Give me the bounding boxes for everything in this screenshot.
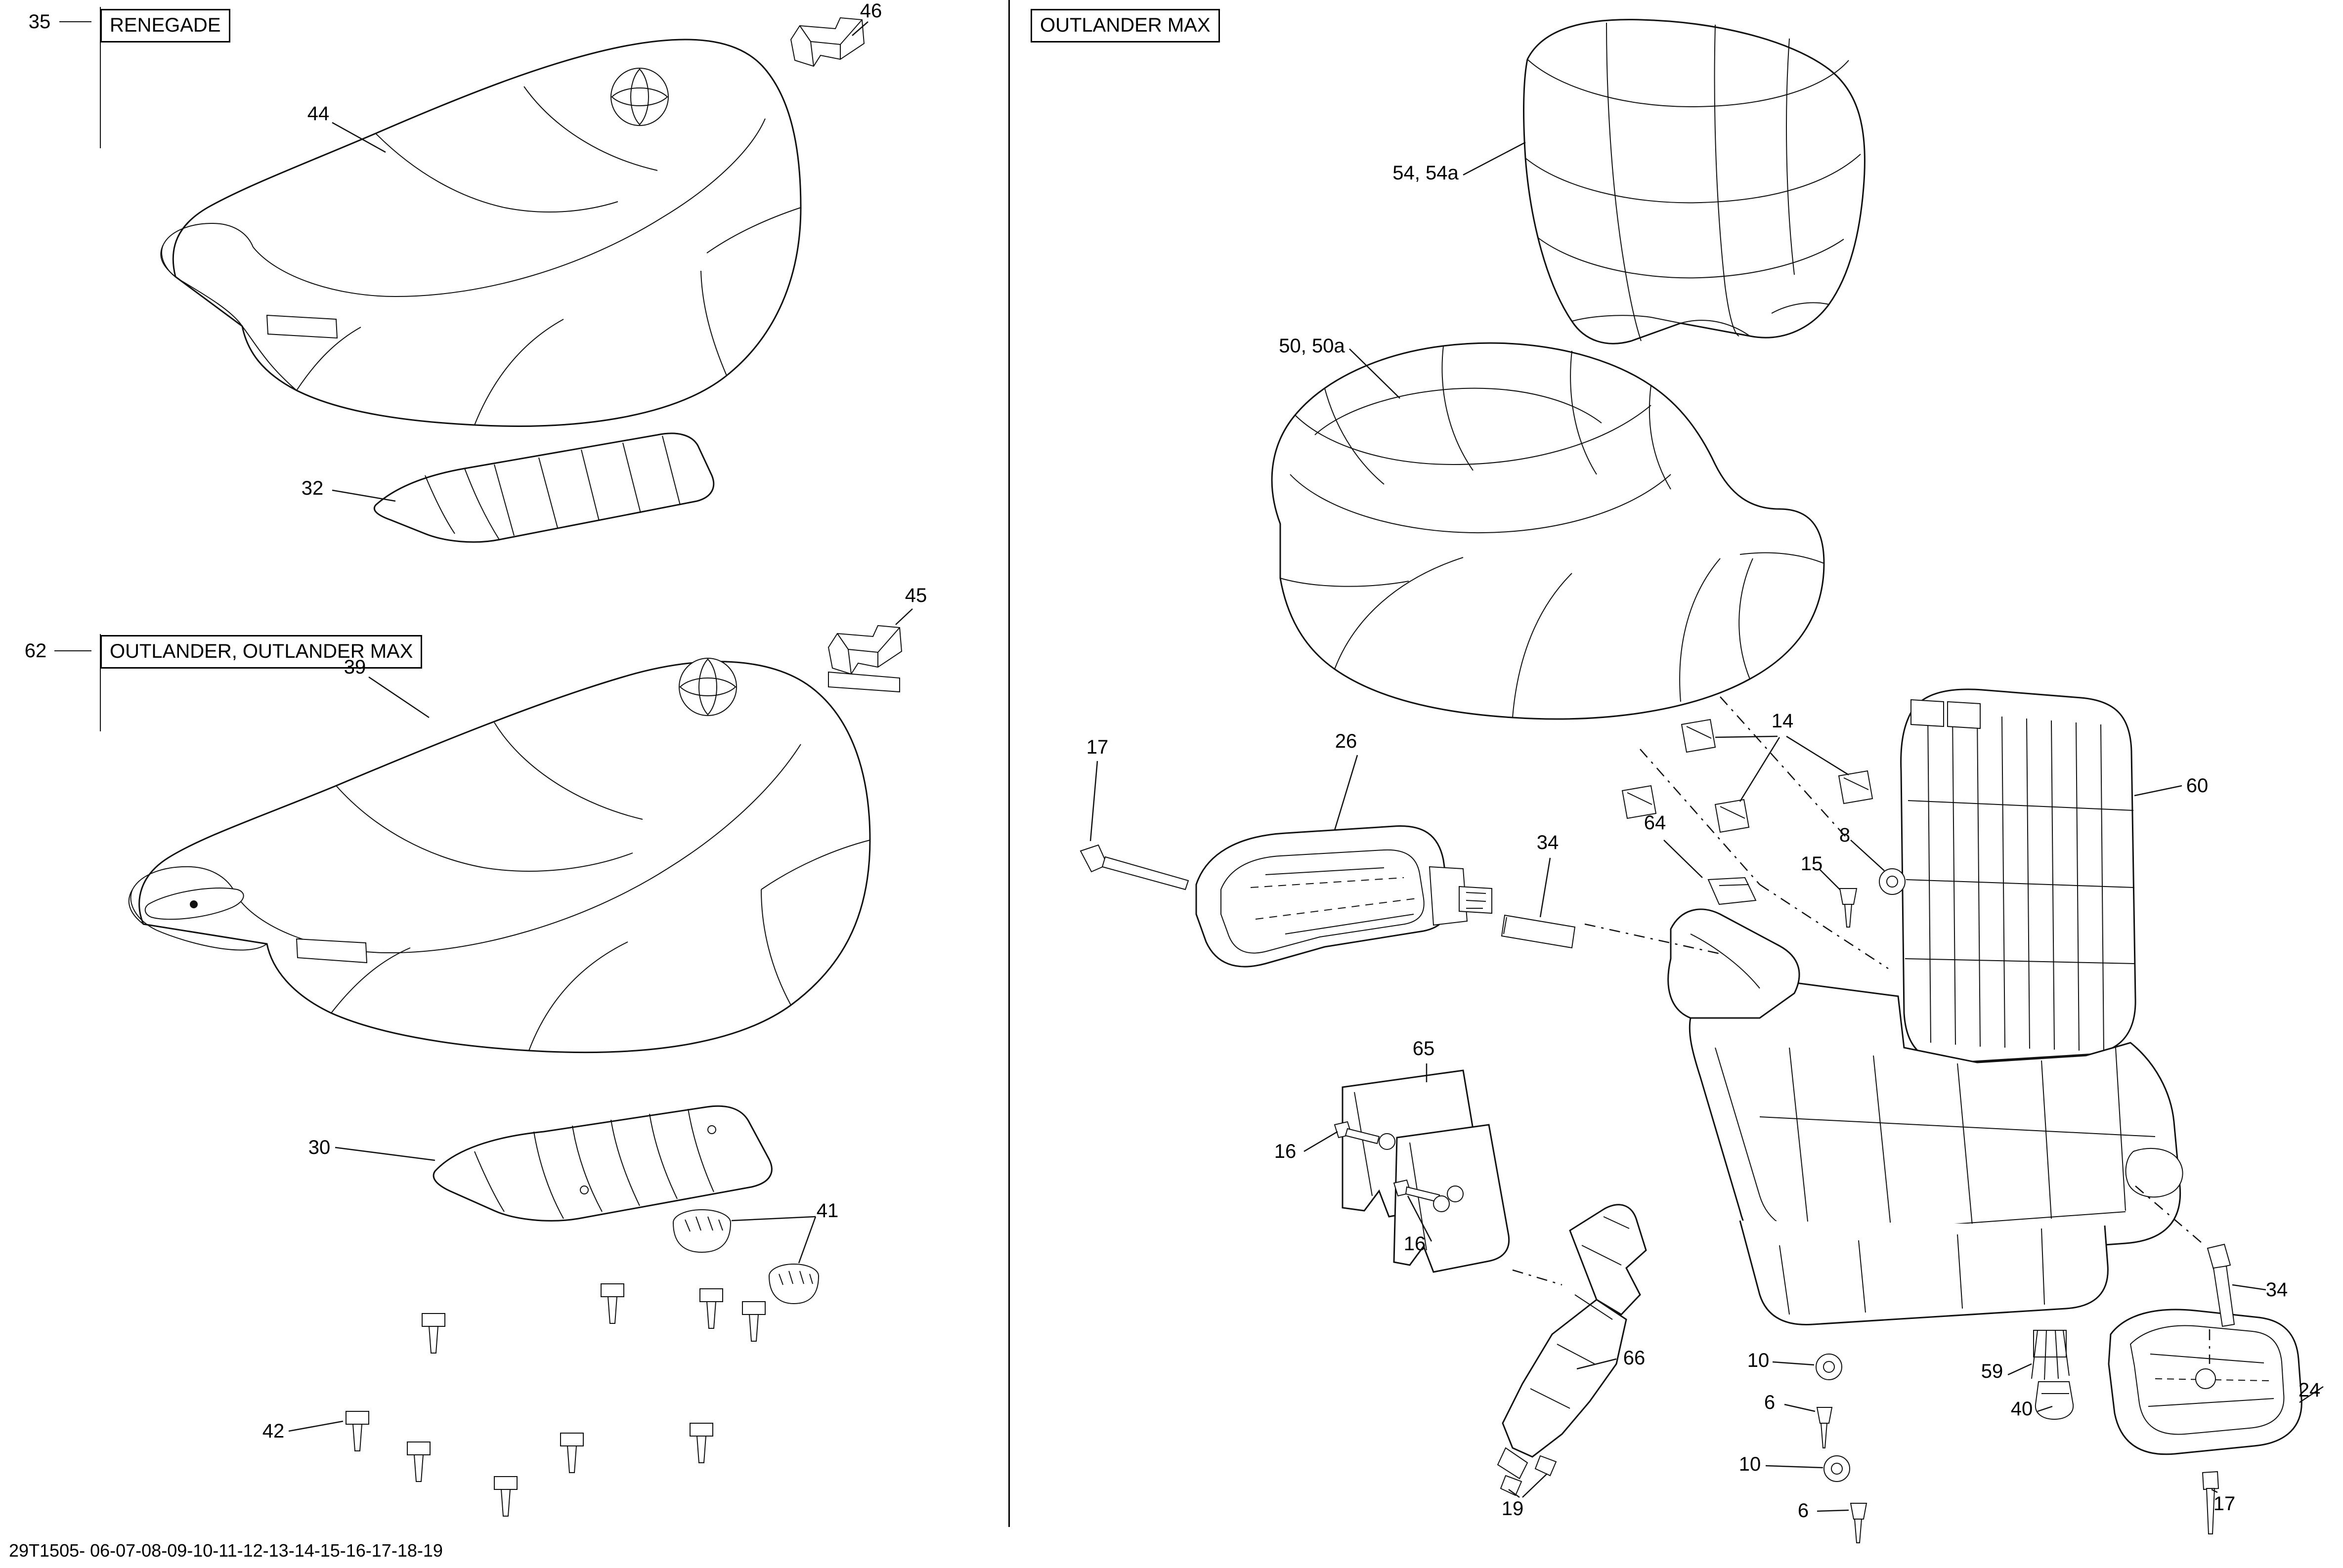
leader-54 bbox=[1463, 142, 1525, 175]
clip-59 bbox=[2032, 1330, 2069, 1380]
washer-10-b bbox=[1824, 1456, 1850, 1482]
callout-10-a: 10 bbox=[1747, 1350, 1770, 1371]
clip-14-a bbox=[1682, 720, 1715, 752]
group-bracket-renegade bbox=[59, 7, 100, 148]
callout-34-lower: 34 bbox=[2265, 1279, 2288, 1301]
callout-64: 64 bbox=[1644, 812, 1666, 834]
group-bracket-outlander bbox=[54, 634, 100, 731]
callout-34-upper: 34 bbox=[1536, 832, 1559, 853]
leader-14-b bbox=[1786, 736, 1849, 775]
callout-6-b: 6 bbox=[1797, 1500, 1809, 1522]
leader-10-b bbox=[1766, 1466, 1823, 1468]
bolt-6-a bbox=[1817, 1407, 1832, 1448]
clip-14-b bbox=[1839, 771, 1872, 804]
backrest-54 bbox=[1524, 20, 1865, 344]
leader-19-b bbox=[1522, 1474, 1547, 1497]
leader-8 bbox=[1851, 840, 1884, 871]
grommet-41-a bbox=[673, 1210, 731, 1252]
group-label-renegade: RENEGADE bbox=[100, 9, 230, 42]
callout-54: 54, 54a bbox=[1392, 162, 1459, 184]
callout-46: 46 bbox=[860, 0, 882, 22]
leader-41 bbox=[732, 1217, 816, 1221]
bolt-6-b bbox=[1851, 1503, 1866, 1543]
leader-34-lower bbox=[2232, 1285, 2266, 1290]
callout-10-b: 10 bbox=[1738, 1453, 1761, 1475]
leader-30 bbox=[335, 1147, 435, 1160]
callout-16-a: 16 bbox=[1274, 1141, 1297, 1162]
bolt-17-left bbox=[1081, 845, 1188, 890]
callout-40: 40 bbox=[2010, 1398, 2033, 1420]
callout-60: 60 bbox=[2186, 775, 2209, 797]
bracket-46 bbox=[791, 18, 864, 66]
washer-8 bbox=[1879, 869, 1905, 894]
leader-45 bbox=[896, 609, 912, 625]
knob-40 bbox=[2036, 1382, 2073, 1419]
callout-45: 45 bbox=[905, 585, 927, 606]
leader-42 bbox=[289, 1421, 343, 1431]
grab-handle-26 bbox=[1196, 826, 1492, 967]
leader-14-c bbox=[1740, 737, 1779, 802]
screws-42 bbox=[346, 1284, 765, 1516]
callout-41: 41 bbox=[816, 1200, 839, 1222]
leader-39 bbox=[369, 677, 429, 718]
callout-65: 65 bbox=[1412, 1038, 1435, 1059]
callout-15: 15 bbox=[1800, 853, 1823, 875]
clip-64 bbox=[1708, 878, 1756, 904]
callout-24: 24 bbox=[2298, 1379, 2321, 1401]
pin-34-upper bbox=[1502, 915, 1575, 948]
leader-60 bbox=[2134, 786, 2182, 796]
callout-62: 62 bbox=[24, 640, 47, 662]
group-label-outlander: OUTLANDER, OUTLANDER MAX bbox=[100, 635, 422, 669]
assembly-line-g bbox=[1513, 1270, 1562, 1285]
callout-44: 44 bbox=[307, 103, 330, 125]
callout-19: 19 bbox=[1501, 1498, 1524, 1520]
callout-66: 66 bbox=[1623, 1347, 1646, 1369]
callout-59: 59 bbox=[1981, 1360, 2003, 1382]
leader-26 bbox=[1335, 755, 1357, 830]
callout-8: 8 bbox=[1839, 824, 1851, 846]
callout-32: 32 bbox=[301, 477, 324, 499]
callout-35: 35 bbox=[28, 11, 51, 33]
part-30 bbox=[434, 1106, 772, 1221]
callout-17-right: 17 bbox=[2213, 1493, 2236, 1515]
callout-26: 26 bbox=[1335, 730, 1357, 752]
screw-15 bbox=[1840, 889, 1857, 927]
bracket-45 bbox=[828, 626, 902, 692]
footrest-24 bbox=[2109, 1310, 2301, 1454]
seat-base-60 bbox=[1668, 689, 2183, 1325]
latch-66 bbox=[1498, 1205, 1646, 1479]
callout-42: 42 bbox=[262, 1420, 285, 1442]
group-label-outlander-max: OUTLANDER MAX bbox=[1031, 9, 1220, 42]
leader-64 bbox=[1664, 840, 1702, 878]
leader-32 bbox=[332, 490, 395, 501]
callout-17-left: 17 bbox=[1086, 736, 1109, 758]
grommet-41-b bbox=[769, 1264, 819, 1304]
leader-34-upper bbox=[1540, 858, 1550, 917]
callout-14: 14 bbox=[1771, 710, 1794, 732]
callout-6-a: 6 bbox=[1764, 1392, 1776, 1413]
passenger-seat-50 bbox=[1272, 343, 1824, 719]
leader-6-a bbox=[1784, 1404, 1815, 1411]
washer-10-a bbox=[1816, 1354, 1842, 1380]
leader-17-left bbox=[1090, 761, 1097, 841]
leader-10-a bbox=[1773, 1362, 1814, 1365]
leader-41b bbox=[799, 1217, 816, 1263]
sheet-footer-code: 29T1505- 06-07-08-09-10-11-12-13-14-15-16-17-18-19 bbox=[9, 1540, 443, 1561]
callout-30: 30 bbox=[308, 1137, 331, 1158]
leader-59 bbox=[2008, 1364, 2032, 1375]
leader-16-a bbox=[1304, 1132, 1338, 1151]
renegade-seat-44 bbox=[161, 40, 801, 426]
callout-39: 39 bbox=[344, 656, 366, 678]
callout-50: 50, 50a bbox=[1279, 335, 1345, 357]
clip-14-c bbox=[1715, 800, 1749, 832]
outlander-seat-39 bbox=[129, 658, 870, 1053]
part-32 bbox=[374, 433, 713, 542]
leader-6-b bbox=[1817, 1510, 1849, 1511]
leader-14-a bbox=[1715, 736, 1778, 737]
callout-16-b: 16 bbox=[1403, 1233, 1426, 1255]
